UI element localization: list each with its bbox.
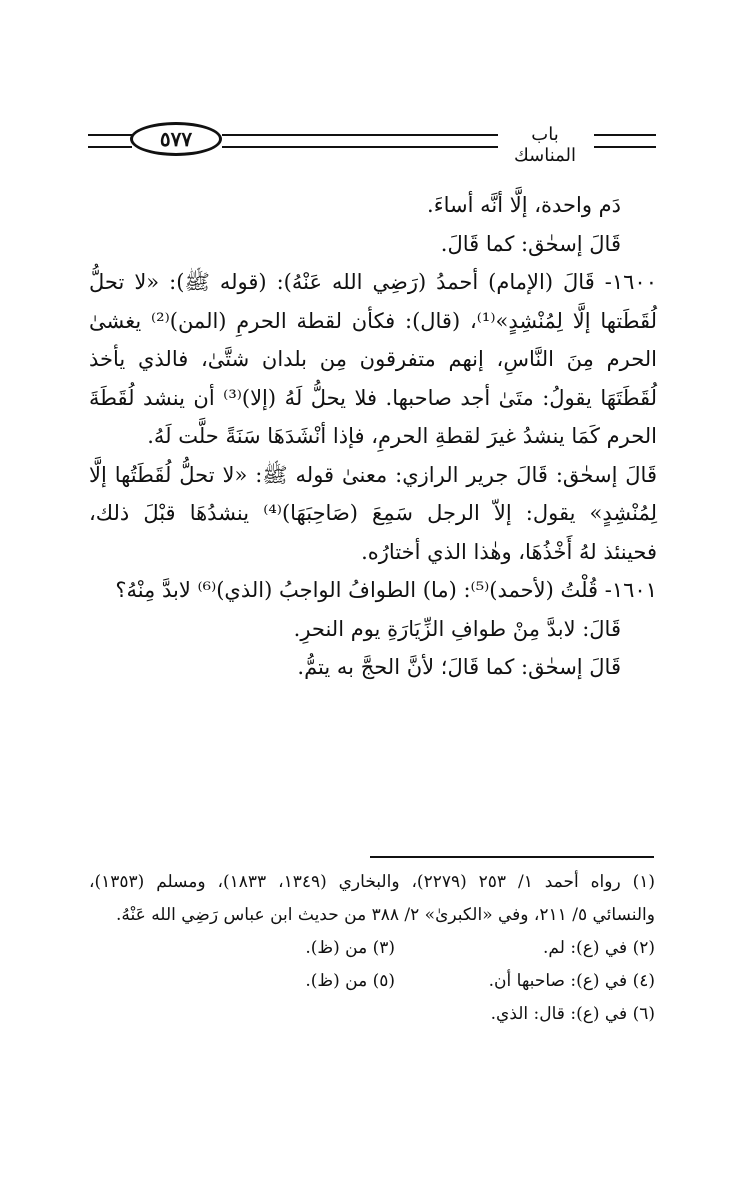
footnote-1: (١) رواه أحمد ١/ ٢٥٣ (٢٢٧٩)، والبخاري (١٣٤٩، ١٨٣٣)، ومسلم (١٣٥٣)، والنسائي ٥/ ٢١١، وفي «الكبرىٰ» ٢/ ٣٨٨ من حديث ابن عباس رَضِي الله عَنْهُ. <box>89 872 655 925</box>
chapter-title: باب المناسك <box>513 124 577 166</box>
paragraph-1: دَم واحدة، إلَّا أنَّه أساءَ. <box>427 193 621 217</box>
paragraph-4: قَالَ إسحٰق: قَالَ جرير الرازي: معنىٰ قوله ﷺ: «لا تحلُّ لُقَطَتُها إلَّا لِمُنْشِدٍ» يقول: إلاّ الرجل سَمِعَ (صَاحِبَهَا)⁽⁴⁾ ينشدُهَا قبْلَ ذلك، فحينئذ لهُ أَخْذُهَا، وهٰذا الذي أختارُه. <box>89 462 658 564</box>
paragraph-7: قَالَ إسحٰق: كما قَالَ؛ لأنَّ الحجَّ به يتمُّ. <box>297 655 621 679</box>
footnote-row <box>89 932 655 965</box>
header-double-rule-right <box>594 134 656 148</box>
page-number-oval <box>130 122 222 156</box>
footnote-6: (٦) في (ع): قال: الذي. <box>490 1004 655 1024</box>
paragraph-1601: ١٦٠١- قُلْتُ (لأحمد)⁽⁵⁾: (ما) الطوافُ الواجبُ (الذي)⁽⁶⁾ لابدَّ مِنْهُ؟ <box>115 578 657 602</box>
footnote-3: (٣) من (ظ). <box>305 938 395 958</box>
footnote-separator <box>370 856 654 858</box>
footnotes <box>89 866 655 1031</box>
main-text <box>89 186 657 687</box>
header-double-rule-left <box>88 134 132 148</box>
page-header <box>88 120 656 166</box>
footnote-2: (٢) في (ع): لم. <box>543 938 655 958</box>
page-number: ٥٧٧ <box>159 127 193 151</box>
footnote-row <box>89 965 655 998</box>
paragraph-2: قَالَ إسحٰق: كما قَالَ. <box>440 231 621 256</box>
paragraph-6: قَالَ: لابدَّ مِنْ طوافِ الزِّيَارَةِ يوم النحرِ. <box>293 616 621 641</box>
header-double-rule-middle <box>222 134 498 148</box>
footnote-5: (٥) من (ظ). <box>305 971 395 991</box>
paragraph-1600: ١٦٠٠- قَالَ (الإمام) أحمدُ (رَضِي الله عَنْهُ): (قوله ﷺ): «لا تحلُّ لُقَطَتها إلَّا لِمُنْشِدٍ»⁽¹⁾، (قال): فكأن لقطة الحرمِ (المن)⁽²⁾ يغشىٰ الحرم مِنَ النَّاسِ، إنهم متفرقون مِن بلدان شتَّىٰ، فالذي يأخذ لُقَطَتَهَا يقولُ: متَىٰ أجد صاحبها. فلا يحلُّ لَهُ (إلا)⁽³⁾ أن ينشد لُقَطَةَ الحرم كَمَا ينشدُ غيرَ لقطةِ الحرمِ، فإذا أنْشَدَهَا سَنَةً حلَّت لَهُ. <box>89 270 658 448</box>
footnote-4: (٤) في (ع): صاحبها أن. <box>488 971 655 991</box>
